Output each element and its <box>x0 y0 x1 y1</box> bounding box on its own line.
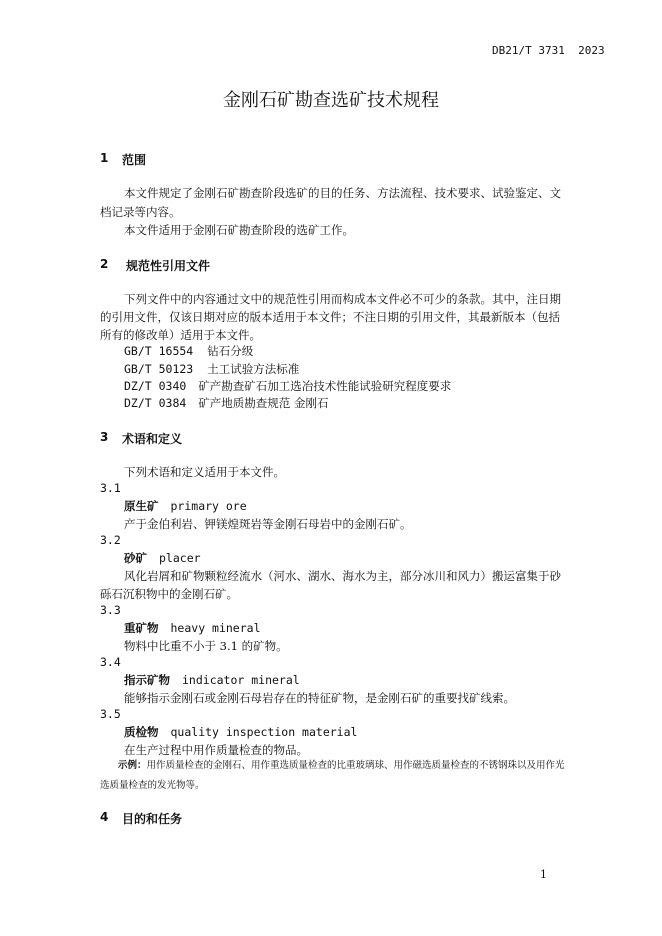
term-entry <box>124 672 300 688</box>
section-3-heading: 术语和定义 <box>122 432 183 446</box>
reference-name: 矿产地质勘查规范 金刚石 <box>198 396 329 410</box>
section-2-heading: 规范性引用文件 <box>126 259 211 273</box>
term-definition-line: 风化岩屑和矿物颗粒经流水（河水、湖水、海水为主，部分冰川和风力）搬运富集于砂 <box>124 569 561 583</box>
term-chinese: 重矿物 <box>124 621 159 635</box>
example-note <box>100 756 566 796</box>
page-title: 金刚石矿勘查选矿技术规程 <box>223 90 439 111</box>
term-definition: 产于金伯利岩、钾镁煌斑岩等金刚石母岩中的金刚石矿。 <box>124 517 412 531</box>
reference-code: DZ/T 0384 <box>124 396 187 410</box>
term-number: 3.1 <box>100 481 121 495</box>
reference-name: 土工试验方法标准 <box>207 362 300 376</box>
term-english: quality inspection material <box>170 725 358 739</box>
term-chinese: 原生矿 <box>124 499 159 513</box>
reference-item <box>124 361 299 377</box>
document-code: DB21/T 3731 2023 <box>492 44 605 57</box>
term-english: heavy mineral <box>170 621 261 635</box>
term-number: 3.5 <box>100 707 121 721</box>
term-number: 3.3 <box>100 603 121 617</box>
term-definition: 物料中比重不小于 3.1 的矿物。 <box>124 639 288 653</box>
term-chinese: 质检物 <box>124 725 159 739</box>
term-definition: 能够指示金刚石或金刚石母岩存在的特征矿物，是金刚石矿的重要找矿线索。 <box>124 691 515 705</box>
section-2-paragraph-line: 下列文件中的内容通过文中的规范性引用而构成本文件必不可少的条款。其中，注日期 <box>124 292 561 306</box>
reference-item <box>124 395 328 411</box>
example-text: 用作质量检查的金刚石、用作重选质量检查的比重玻璃球、用作磁选质量检查的不锈钢珠以及用作光选质量检查的发光物等。 <box>100 760 565 791</box>
section-1-number: 1 <box>100 151 109 165</box>
section-1-paragraph-line: 档记录等内容。 <box>100 205 181 219</box>
reference-item <box>124 343 253 359</box>
term-chinese: 砂矿 <box>124 551 147 565</box>
reference-name: 钻石分级 <box>207 344 254 358</box>
term-english: placer <box>159 551 201 565</box>
term-number: 3.2 <box>100 533 121 547</box>
example-label: 示例： <box>118 760 147 771</box>
section-2-paragraph-line: 所有的修改单）适用于本文件。 <box>100 328 261 342</box>
term-entry <box>124 550 201 566</box>
reference-code: GB/T 16554 <box>124 344 194 358</box>
term-entry <box>124 724 357 740</box>
section-3-number: 3 <box>100 430 109 444</box>
section-1-paragraph: 本文件适用于金刚石矿勘查阶段的选矿工作。 <box>124 223 354 237</box>
section-2-number: 2 <box>100 257 109 271</box>
term-chinese: 指示矿物 <box>124 673 170 687</box>
section-3-intro: 下列术语和定义适用于本文件。 <box>124 465 285 479</box>
term-definition: 在生产过程中用作质量检查的物品。 <box>124 743 308 757</box>
section-1-paragraph-line: 本文件规定了金刚石矿勘查阶段选矿的目的任务、方法流程、技术要求、试验鉴定、文 <box>124 186 561 200</box>
reference-name: 矿产勘查矿石加工选冶技术性能试验研究程度要求 <box>198 379 452 393</box>
term-entry <box>124 498 247 514</box>
section-2-paragraph-line: 的引用文件，仅该日期对应的版本适用于本文件；不注日期的引用文件，其最新版本（包括 <box>100 310 560 324</box>
section-1-heading: 范围 <box>122 153 147 167</box>
reference-code: DZ/T 0340 <box>124 379 187 393</box>
term-number: 3.4 <box>100 655 121 669</box>
reference-item <box>124 378 451 394</box>
term-entry <box>124 620 261 636</box>
term-english: indicator mineral <box>182 673 300 687</box>
term-definition-line: 砾石沉积物中的金刚石矿。 <box>100 587 238 601</box>
page-number: 1 <box>540 868 547 881</box>
section-4-heading: 目的和任务 <box>122 812 183 826</box>
term-english: primary ore <box>170 499 247 513</box>
section-4-number: 4 <box>100 810 109 824</box>
reference-code: GB/T 50123 <box>124 362 194 376</box>
